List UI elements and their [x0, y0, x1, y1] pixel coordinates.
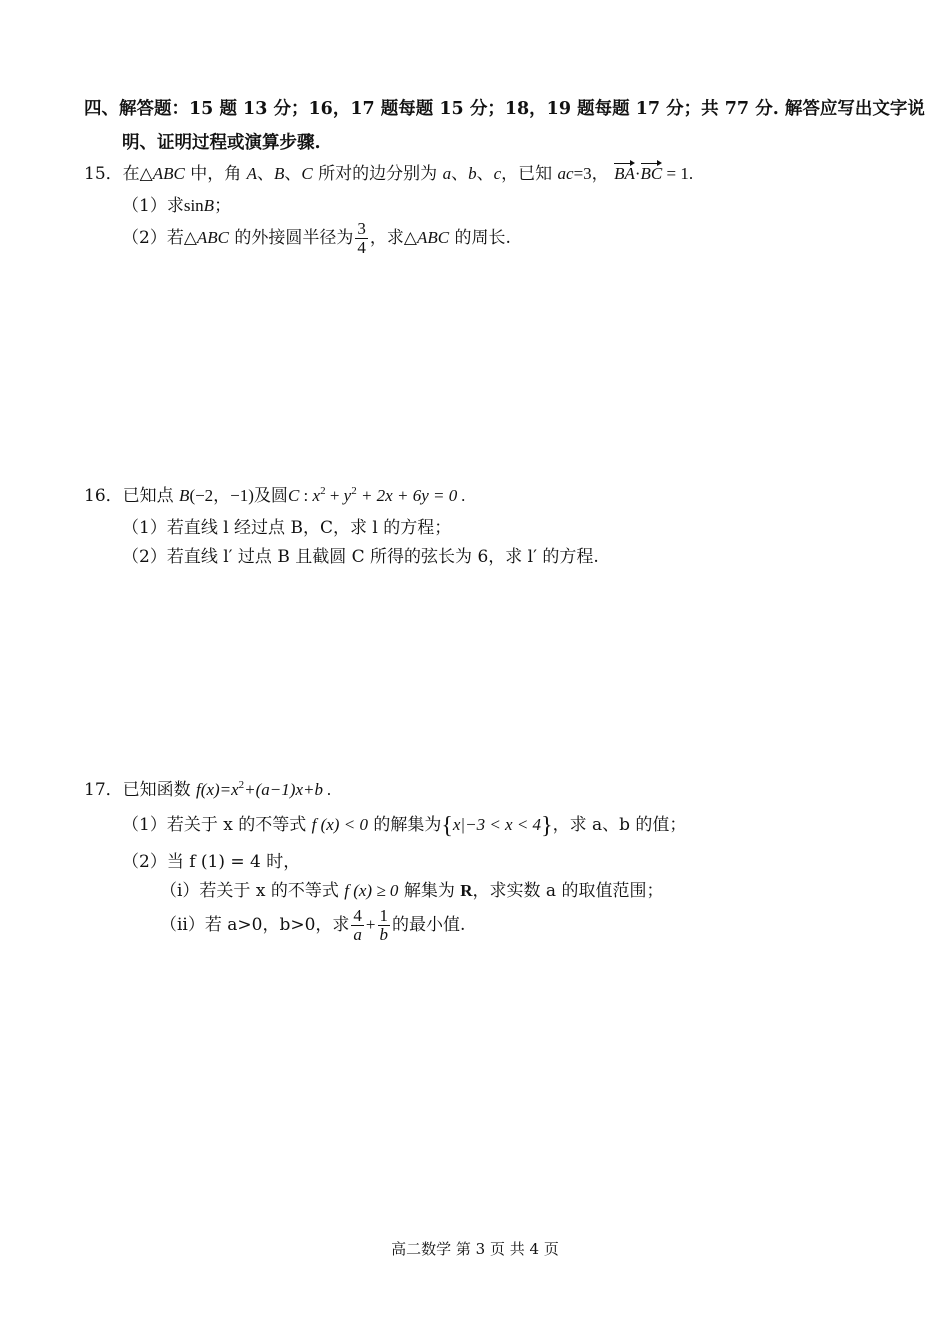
q17-text: 解集为	[398, 881, 461, 901]
q16-var: B	[179, 486, 190, 505]
q17-part1	[122, 810, 686, 840]
section-heading-line1: 四、解答题：15 题 13 分；16，17 题每题 15 分；18，19 题每题 17 分；共 77 分. 解答应写出文字说	[84, 99, 925, 119]
q15-triangle: ABC	[196, 227, 229, 247]
q17-text: （ii）若 a>0，b>0，求	[160, 914, 350, 935]
q15-text: ；	[214, 196, 232, 216]
fraction-3-4	[355, 220, 368, 257]
vector-bc: BC	[640, 164, 663, 183]
q15-text: 、	[476, 164, 494, 184]
q16-number: 16．	[84, 486, 123, 506]
q17-text: ，求 a、b 的值；	[552, 815, 687, 835]
fraction-numerator: 1	[379, 906, 389, 925]
q17-part2ii	[160, 907, 465, 944]
q15-text: 所对的边分别为	[312, 164, 443, 184]
q17-part2: （2）当 f (1) = 4 时，	[122, 852, 301, 872]
exponent: 2	[320, 485, 326, 497]
dot-operator: ·	[634, 164, 641, 183]
q17-expr: (x)=x	[200, 780, 239, 799]
q16-var: C	[287, 486, 300, 505]
q15-text: 、	[451, 164, 469, 184]
fraction-numerator: 3	[357, 219, 366, 238]
q15-var: B	[274, 164, 285, 183]
exponent: 2	[238, 779, 245, 791]
q16-part2: （2）若直线 l′ 过点 B 且截圆 C 所得的弦长为 6，求 l′ 的方程.	[122, 547, 599, 567]
vector-ba: BA	[614, 164, 635, 183]
q15-text: 中，角	[184, 164, 247, 184]
sin-function: sin	[183, 196, 204, 215]
fraction-1-b	[378, 907, 391, 944]
fraction-4-a	[351, 907, 364, 944]
q17-inequality: f (x) < 0	[311, 815, 368, 834]
solution-set: x|−3 < x < 4	[452, 815, 542, 834]
q15-var: b	[468, 164, 477, 183]
q15-part1	[122, 191, 231, 216]
q16-text: +	[325, 486, 344, 505]
q17-text: 的解集为	[367, 815, 442, 835]
page-footer: 高二数学 第 3 页 共 4 页	[391, 1240, 559, 1258]
q16-stem	[84, 481, 466, 506]
q15-text: ，求△	[369, 227, 417, 248]
q16-text: 及圆	[253, 486, 288, 506]
q15-var: C	[301, 164, 313, 183]
q17-text: ，求实数 a 的取值范围；	[472, 881, 664, 901]
q16-text: 已知点	[122, 486, 180, 506]
q16-var: y	[343, 486, 352, 505]
q17-number: 17．	[84, 780, 123, 800]
q17-expr: +(a−1)x+b .	[244, 780, 332, 799]
fraction-denominator: a	[353, 924, 362, 944]
q15-stem	[84, 159, 693, 184]
right-brace: }	[541, 813, 553, 839]
q15-text: 的周长.	[449, 227, 511, 248]
q15-text: 在△	[122, 164, 153, 184]
q15-part1-label: （1）求	[122, 196, 184, 216]
q15-triangle: ABC	[416, 227, 450, 247]
q15-var: A	[246, 164, 258, 183]
q17-stem	[84, 775, 331, 800]
left-brace: {	[441, 813, 453, 839]
fraction-numerator: 4	[353, 906, 362, 925]
fraction-denominator: 4	[357, 237, 366, 257]
q16-equation-rest: + 2x + 6y = 0 .	[356, 486, 466, 505]
q15-part2-label: （2）若△	[122, 227, 197, 248]
q17-text: （i）若关于 x 的不等式	[160, 881, 345, 901]
q16-point: (−2，−1)	[189, 486, 254, 505]
q16-var: x	[312, 486, 321, 505]
q15-text: .	[688, 164, 694, 183]
q15-text: 的外接圆半径为	[229, 227, 354, 248]
q16-text: :	[299, 486, 313, 505]
q15-part2	[122, 220, 511, 257]
q15-triangle: ABC	[152, 164, 185, 183]
q17-inequality: f (x) ≥ 0	[344, 881, 399, 900]
q15-text: = 1	[662, 164, 689, 183]
plus-operator: +	[365, 914, 376, 934]
section-heading-line2: 明、证明过程或演算步骤.	[122, 133, 321, 153]
q15-var: ac	[557, 164, 574, 183]
fraction-denominator: b	[379, 924, 389, 944]
q15-text: =3，	[573, 164, 609, 183]
q17-text: 的最小值.	[392, 914, 466, 935]
q17-text: （1）若关于 x 的不等式	[122, 815, 312, 835]
q15-text: 、	[257, 164, 275, 184]
q17-part2i	[160, 876, 663, 901]
exponent: 2	[351, 485, 357, 497]
q17-text: 已知函数	[122, 780, 197, 800]
q16-part1: （1）若直线 l 经过点 B，C，求 l 的方程；	[122, 518, 452, 538]
q15-number: 15．	[84, 164, 123, 184]
q15-var: B	[203, 196, 215, 215]
q15-text: ，已知	[501, 164, 558, 184]
q15-var: a	[442, 164, 452, 183]
q17-function: f	[196, 780, 201, 799]
real-numbers-symbol: R	[460, 881, 473, 900]
q15-var: c	[493, 164, 502, 183]
q15-text: 、	[284, 164, 302, 184]
